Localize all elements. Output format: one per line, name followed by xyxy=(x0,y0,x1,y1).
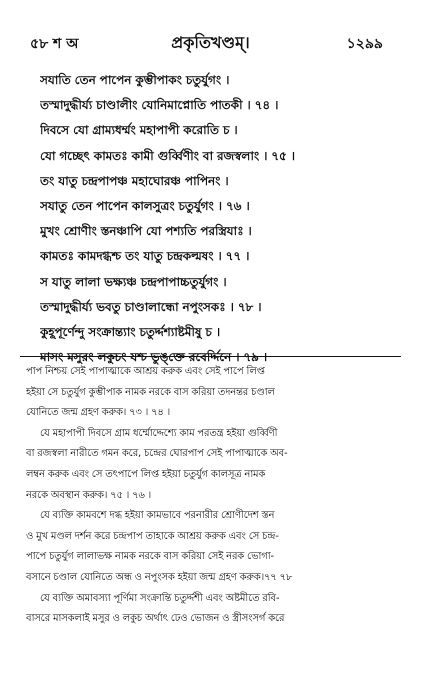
verse-line: কুহূপূর্ণেন্দু সংক্রান্ত্যাং চতুর্দ্দশ্যাষ্টমীষু চ । xyxy=(40,324,220,339)
commentary-line: পাপ নিশ্চয় সেই পাপাত্মাকে আশ্রয় করুক এবং সেই পাপে লিপ্ত xyxy=(26,366,265,377)
commentary-line: যে ব্যক্তি অমাবস্যা পূর্ণিমা সংক্রান্তি চতুর্দ্দশী এবং অষ্টমীতে রবি- xyxy=(40,592,280,604)
verse-line: যো গচ্ছেৎ কামতঃ কামী গুর্ব্বিণীং বা রজস্বলাং । ৭৫ । xyxy=(40,148,295,163)
divider xyxy=(20,356,401,357)
commentary-line: যে ব্যক্তি কামবশে দগ্ধ হইয়া কামভাবে পরনারীর শ্রোণীদেশ স্তন xyxy=(40,510,275,522)
commentary-line: যে মহাপাপী দিবসে গ্রাম ধর্ম্মোদ্দেশ্যে কাম পরতন্ত্র হইয়া গুর্ব্বিণী xyxy=(40,427,278,439)
bengali-commentary xyxy=(26,362,396,630)
commentary-line: নরকে অবস্থান করুক। ৭৫ । ৭৬ । xyxy=(26,489,152,501)
commentary-line: বসানে চণ্ডাল যোনিতে অন্ধ ও নপুংসক হইয়া জন্ম গ্রহণ করুক।৭৭ ৭৮ xyxy=(26,571,293,583)
commentary-line: বাসরে মাসকলাই মসুর ও লকুচ অর্থাৎ ঢেও ভোজন ও স্ত্রীসংসর্গ করে xyxy=(26,613,285,625)
verse-line: কামতঃ কামদগ্ধশ্চ তং যাতু চন্দ্রকল্মষং । ৭৭ । xyxy=(40,249,250,264)
verse-line: তস্মাদুদ্ধীর্য্য চাণ্ডালীং যোনিমাপ্নোতি পাতকী । ৭৪ । xyxy=(40,98,279,113)
verse-line: স যাতু লালা ভক্ষ্যঞ্চ চন্দ্রপাপাচ্চতুর্যুগং । xyxy=(40,274,227,289)
commentary-line: বা রজস্বলা নারীতে গমন করে, চন্দ্রের ঘোরপাপ সেই পাপাত্মাকে অব- xyxy=(26,448,288,460)
page-number: ১২৯৯ xyxy=(346,36,383,52)
verse-line: সযাতি তেন পাপেন কুম্ভীপাকং চতুর্যুগং । xyxy=(40,73,230,87)
verse-line: মুখং শ্রোণীং স্তনঞ্চাপি যো পশ্যতি পরস্ত্রিযাঃ । xyxy=(40,224,252,239)
verse-line: সযাতু তেন পাপেন কালসুত্রং চতুর্যুগং । ৭৬ । xyxy=(40,198,250,213)
verse-line: মাসং মসুরং লকুচং যশ্চ ভুঙ্‌ক্তে রবের্দ্দিনে । ৭৯ । xyxy=(40,350,268,365)
verse-line: তং যাতু চন্দ্রপাপঞ্চ মহাঘোরঞ্চ পাপিনং । xyxy=(40,173,229,188)
verse-line: তস্মাদুদ্ধীর্য্য ভবতু চাণ্ডালান্ধো নপুংসকঃ । ৭৮ । xyxy=(40,299,262,314)
commentary-line: যোনিতে জন্ম গ্রহণ করুক। ৭৩ । ৭৪ । xyxy=(26,407,171,419)
chapter-marker: ৫৮ শ অ xyxy=(30,36,79,52)
commentary-line: হইয়া সে চতুর্যুগ কুম্ভীপাক নামক নরকে বাস করিয়া তদনন্তর চণ্ডাল xyxy=(26,386,275,398)
commentary-line: ও মুখ মণ্ডল দর্শন করে চন্দ্রপাপ তাহাকে আশ্রয় করুক এবং সে চন্দ্র- xyxy=(26,530,279,542)
commentary-line: লম্বন করুক এবং সে তৎপাপে লিপ্ত হইয়া চতুর্যুগ কালসূত্র নামক xyxy=(26,468,266,480)
sanskrit-verses xyxy=(40,68,400,370)
verse-line: দিবসে যো গ্রাম্যধর্ম্মং মহাপাপী করোতি চ । xyxy=(40,123,238,138)
commentary-line: পাপে চতুর্যুগ লালাভক্ষ নামক নরকে বাস করিয়া সেই নরক ভোগা- xyxy=(26,551,274,563)
page-header xyxy=(0,30,421,54)
page-title: প্রকৃতিখণ্ডম্‌। xyxy=(171,33,250,52)
